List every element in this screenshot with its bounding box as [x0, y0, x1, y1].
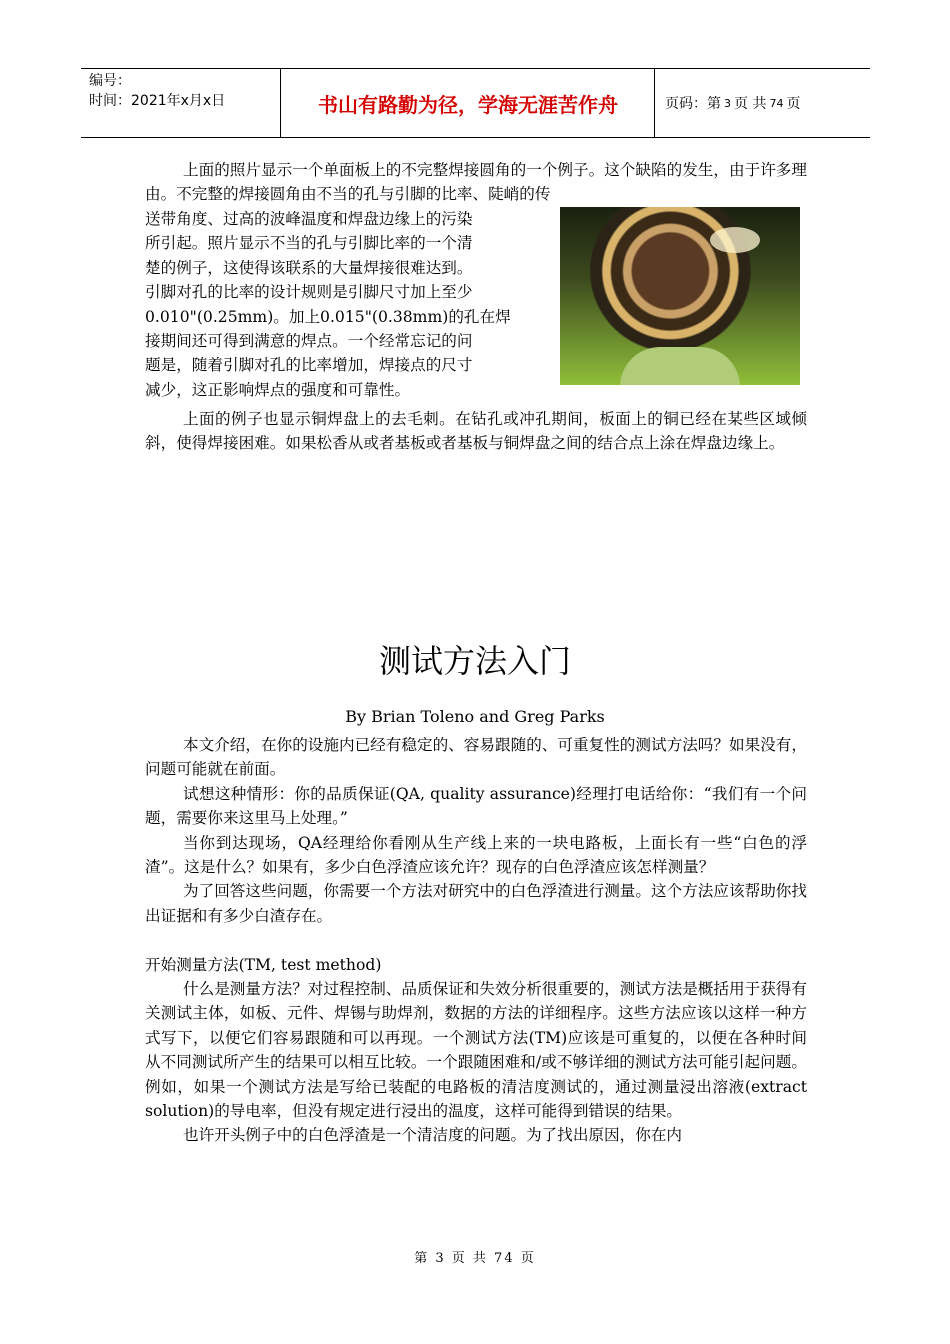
wrap-line: 题是，随着引脚对孔的比率增加，焊接点的尺寸 [145, 356, 473, 375]
page-prefix: 页码：第 [665, 96, 721, 112]
section1-wrap-text [145, 207, 561, 402]
wrap-line: 引脚对孔的比率的设计规则是引脚尺寸加上至少 [145, 283, 473, 302]
section1-paragraph-2-wrap [145, 407, 807, 456]
page-footer: 第 3 页 共 74 页 [414, 1251, 536, 1266]
code-label: 编号： [89, 73, 131, 89]
article-subheading: 开始测量方法(TM, test method) [145, 955, 382, 974]
article-paragraph: 什么是测量方法？对过程控制、品质保证和失效分析很重要的，测试方法是概括用于获得有关测试主体，如板、元件、焊锡与助焊剂，数据的方法的详细程序。这些方法应该以这样一种方式写下，以便它们容易跟随和可以再现。一个测试方法(TM)应该是可重复的，以便在各种时间从不同测试所产生的结果可以相互比较。一个跟随困难和/或不够详细的测试方法可能引起问题。例如，如果一个测试方法是写给已装配的电路板的清洁度测试的，通过测量浸出溶液(extract solution)的导电率，但没有规定进行浸出的温度，这样可能得到错误的结果。 [145, 980, 807, 1121]
article-byline: By Brian Toleno and Greg Parks [345, 707, 605, 726]
page-header [81, 68, 870, 138]
wrap-line: 送带角度、过高的波峰温度和焊盘边缘上的污染 [145, 210, 473, 228]
article-body [145, 733, 807, 1148]
article-title: 测试方法入门 [378, 642, 571, 680]
article-paragraph: 本文介绍，在你的设施内已经有稳定的、容易跟随的、可重复性的测试方法吗？如果没有，问题可能就在前面。 [145, 736, 807, 779]
page-mid: 页 共 [734, 96, 767, 112]
photo-lead [620, 347, 740, 385]
date-label: 时间：2021年x月x日 [89, 93, 226, 109]
article-paragraph: 试想这种情形：你的品质保证(QA, quality assurance)经理打电话给你：“我们有一个问题，需要你来这里马上处理。” [145, 784, 807, 828]
header-motto: 书山有路勤为径，学海无涯苦作舟 [282, 69, 655, 137]
section1-paragraph-2: 上面的例子也显示铜焊盘上的去毛刺。在钻孔或冲孔期间，板面上的铜已经在某些区域倾斜，使得焊接困难。如果松香从或者基板或者基板与铜焊盘之间的结合点上涂在焊盘边缘上。 [145, 410, 807, 453]
section1-paragraph-1: 上面的照片显示一个单面板上的不完整焊接圆角的一个例子。这个缺陷的发生，由于许多理由。不完整的焊接圆角由不当的孔与引脚的比率、陡峭的传 [145, 161, 807, 204]
page-suffix: 页 [786, 96, 801, 112]
wrap-line: 楚的例子，这使得该联系的大量焊接很难达到。 [145, 258, 473, 277]
wrap-line: 减少，这正影响焊点的强度和可靠性。 [145, 380, 411, 399]
photo-glint [710, 227, 760, 253]
wrap-line: 接期间还可得到满意的焊点。一个经常忘记的问 [145, 332, 473, 351]
wrap-line: 0.010"(0.25mm)。加上0.015"(0.38mm)的孔在焊 [145, 307, 511, 326]
section1-text [145, 158, 807, 207]
page-total: 74 [769, 96, 784, 110]
article-paragraph: 为了回答这些问题，你需要一个方法对研究中的白色浮渣进行测量。这个方法应该帮助你找出证据和有多少白渣存在。 [145, 882, 807, 925]
wrap-line: 所引起。照片显示不当的孔与引脚比率的一个清 [145, 234, 473, 253]
article-paragraph: 当你到达现场，QA经理给你看刚从生产线上来的一块电路板，上面长有一些“白色的浮渣”。这是什么？如果有，多少白色浮渣应该允许？现存的白色浮渣应该怎样测量？ [145, 833, 807, 877]
solder-joint-photo [560, 207, 800, 385]
page-current: 3 [724, 96, 731, 110]
header-meta [81, 69, 281, 137]
header-page-info [655, 69, 870, 137]
article-paragraph: 也许开头例子中的白色浮渣是一个清洁度的问题。为了找出原因，你在内 [183, 1126, 683, 1145]
